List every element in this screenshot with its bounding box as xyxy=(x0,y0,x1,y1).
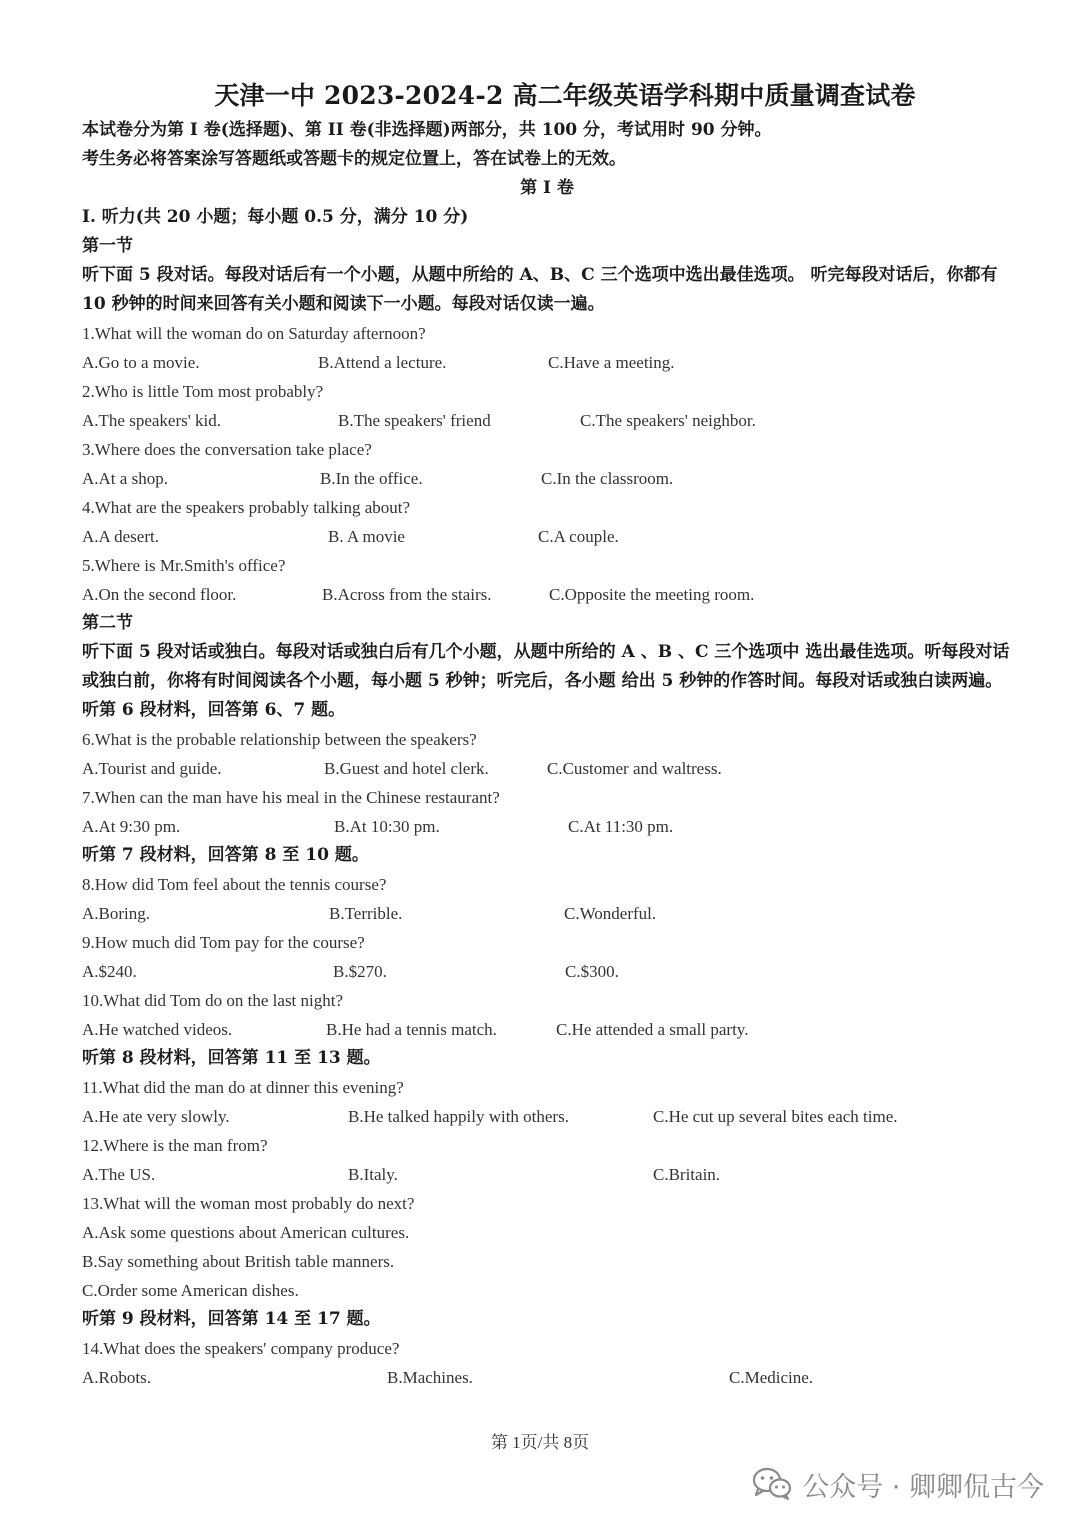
question-1: 1.What will the woman do on Saturday afternoon? xyxy=(82,324,426,343)
option-a: A.$240. xyxy=(82,962,137,981)
option-c: C.He cut up several bites each time. xyxy=(653,1107,898,1126)
intro-line-1: 本试卷分为第 I 卷(选择题)、第 II 卷(非选择题)两部分，共 100 分，考试用时 90 分钟。 xyxy=(82,120,772,140)
question-11: 11.What did the man do at dinner this evening? xyxy=(82,1078,404,1097)
material-9-heading: 听第 9 段材料，回答第 14 至 17 题。 xyxy=(82,1309,381,1329)
question-13-option-c: C.Order some American dishes. xyxy=(82,1281,299,1300)
question-8-options xyxy=(82,899,1012,928)
option-a: A.He watched videos. xyxy=(82,1020,233,1039)
option-a: A.Boring. xyxy=(82,904,150,923)
question-6-options xyxy=(82,754,1012,783)
option-c: C.The speakers' neighbor. xyxy=(580,411,756,430)
option-c: C.A couple. xyxy=(538,527,619,546)
question-13: 13.What will the woman most probably do next? xyxy=(82,1194,415,1213)
page-number: 第 1页/共 8页 xyxy=(490,1433,590,1452)
part-heading: I. 听力(共 20 小题；每小题 0.5 分，满分 10 分) xyxy=(82,207,469,227)
option-a: A.Robots. xyxy=(82,1368,151,1387)
material-7-heading: 听第 7 段材料，回答第 8 至 10 题。 xyxy=(82,845,369,865)
question-5: 5.Where is Mr.Smith's office? xyxy=(82,556,286,575)
option-c: C.He attended a small party. xyxy=(556,1020,749,1039)
question-10: 10.What did Tom do on the last night? xyxy=(82,991,344,1010)
option-c: C.In the classroom. xyxy=(541,469,674,488)
question-8: 8.How did Tom feel about the tennis course? xyxy=(82,875,387,894)
material-8-heading: 听第 8 段材料，回答第 11 至 13 题。 xyxy=(82,1048,381,1068)
option-c: C.Opposite the meeting room. xyxy=(549,585,755,604)
question-9-options xyxy=(82,957,1012,986)
question-3-options xyxy=(82,464,1012,493)
question-6: 6.What is the probable relationship between the speakers? xyxy=(82,730,477,749)
question-2-options xyxy=(82,406,1012,435)
option-a: A.The US. xyxy=(82,1165,156,1184)
option-c: C.Wonderful. xyxy=(564,904,657,923)
question-13-option-b: B.Say something about British table manners. xyxy=(82,1252,395,1271)
watermark-text: 公众号 · 卿卿侃古今 xyxy=(802,1471,1044,1503)
question-4: 4.What are the speakers probably talking about? xyxy=(82,498,411,517)
option-c: C.At 11:30 pm. xyxy=(568,817,674,836)
question-13-option-a: A.Ask some questions about American cultures. xyxy=(82,1223,410,1242)
section-1-instructions: 听下面 5 段对话。每段对话后有一个小题，从题中所给的 A、B、C 三个选项中选出最佳选项。 听完每段对话后，你都有 10 秒钟的时间来回答有关小题和阅读下一小题。每段对话仅读一遍。 xyxy=(82,265,998,314)
option-a: A.He ate very slowly. xyxy=(82,1107,230,1126)
question-10-options xyxy=(82,1015,1012,1044)
option-b: B. A movie xyxy=(328,527,405,546)
option-b: B.Italy. xyxy=(348,1165,398,1184)
option-c: C.Customer and waltress. xyxy=(547,759,722,778)
option-b: B.Machines. xyxy=(387,1368,473,1387)
exam-page xyxy=(82,78,1012,1392)
section-2-heading: 第二节 xyxy=(82,613,133,633)
question-14-options xyxy=(82,1363,1012,1392)
option-b: B.The speakers' friend xyxy=(338,411,491,430)
question-9: 9.How much did Tom pay for the course? xyxy=(82,933,365,952)
option-a: A.The speakers' kid. xyxy=(82,411,222,430)
material-6-heading: 听第 6 段材料，回答第 6、7 题。 xyxy=(82,700,346,720)
section-2-instructions: 听下面 5 段对话或独白。每段对话或独白后有几个小题，从题中所给的 A 、B 、C 三个选项中 选出最佳选项。听每段对话或独白前，你将有时间阅读各个小题，每小题 5 秒钟；听完后，各小题 给出 5 秒钟的作答时间。每段对话或独白读两遍。 xyxy=(82,642,1010,691)
page-title: 天津一中 2023-2024-2 高二年级英语学科期中质量调查试卷 xyxy=(214,81,916,110)
question-3: 3.Where does the conversation take place? xyxy=(82,440,372,459)
question-12-options xyxy=(82,1160,1012,1189)
option-b: B.At 10:30 pm. xyxy=(334,817,440,836)
option-b: B.He talked happily with others. xyxy=(348,1107,569,1126)
option-a: A.At a shop. xyxy=(82,469,168,488)
option-b: B.He had a tennis match. xyxy=(326,1020,497,1039)
volume-heading: 第 I 卷 xyxy=(520,178,574,198)
question-12: 12.Where is the man from? xyxy=(82,1136,268,1155)
question-4-options xyxy=(82,522,1012,551)
option-b: B.Guest and hotel clerk. xyxy=(324,759,489,778)
intro-line-2: 考生务必将答案涂写答题纸或答题卡的规定位置上，答在试卷上的无效。 xyxy=(82,149,626,169)
option-a: A.On the second floor. xyxy=(82,585,237,604)
option-b: B.Across from the stairs. xyxy=(322,585,492,604)
question-14: 14.What does the speakers' company produce? xyxy=(82,1339,400,1358)
section-1-heading: 第一节 xyxy=(82,236,133,256)
option-b: B.Terrible. xyxy=(329,904,403,923)
question-5-options xyxy=(82,580,1012,609)
option-a: A.Go to a movie. xyxy=(82,353,200,372)
option-a: A.Tourist and guide. xyxy=(82,759,222,778)
option-c: C.Have a meeting. xyxy=(548,353,675,372)
option-a: A.At 9:30 pm. xyxy=(82,817,181,836)
question-2: 2.Who is little Tom most probably? xyxy=(82,382,324,401)
wechat-icon xyxy=(752,1467,792,1501)
question-7-options xyxy=(82,812,1012,841)
option-a: A.A desert. xyxy=(82,527,159,546)
option-c: C.$300. xyxy=(565,962,619,981)
question-1-options xyxy=(82,348,1012,377)
option-c: C.Medicine. xyxy=(729,1368,814,1387)
option-c: C.Britain. xyxy=(653,1165,721,1184)
question-7: 7.When can the man have his meal in the Chinese restaurant? xyxy=(82,788,500,807)
option-b: B.$270. xyxy=(333,962,387,981)
question-11-options xyxy=(82,1102,1012,1131)
option-b: B.In the office. xyxy=(320,469,423,488)
option-b: B.Attend a lecture. xyxy=(318,353,447,372)
wechat-watermark xyxy=(752,1464,1044,1504)
